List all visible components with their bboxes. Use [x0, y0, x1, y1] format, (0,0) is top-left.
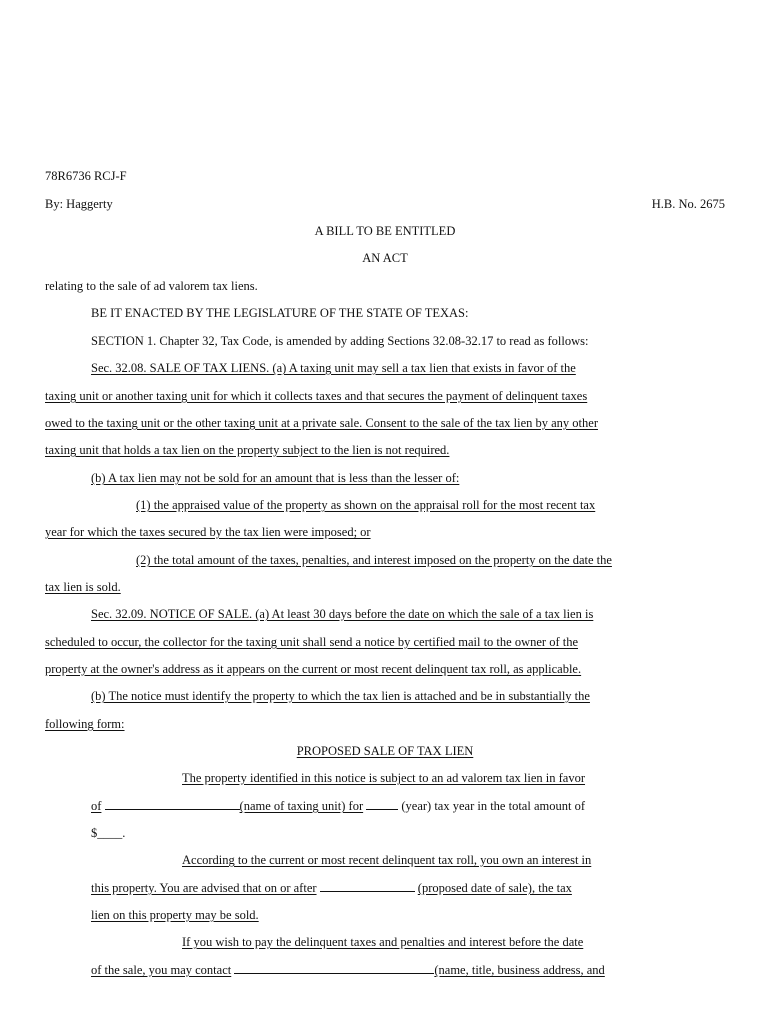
- form-line: [91, 961, 770, 978]
- text-line: Sec. 32.08. SALE OF TAX LIENS. (a) A taxing unit may sell a tax lien that exists in favor of the: [91, 361, 576, 375]
- act-title: AN ACT: [362, 251, 408, 265]
- author-line: [45, 196, 725, 212]
- form-text: of the sale, you may contact: [91, 963, 232, 977]
- text-line: taxing unit that holds a tax lien on the property subject to the lien is not required.: [45, 443, 450, 457]
- taxing-unit-blank: [105, 797, 240, 810]
- form-line: If you wish to pay the delinquent taxes and penalties and interest before the date: [182, 935, 584, 949]
- text-line: (2) the total amount of the taxes, penalties, and interest imposed on the property on the date the: [136, 553, 612, 567]
- text-line: (1) the appraised value of the property as shown on the appraisal roll for the most recent tax: [136, 498, 596, 512]
- bill-number: H.B. No. 2675: [651, 197, 725, 211]
- text-line: tax lien is sold.: [45, 580, 121, 594]
- form-text: (proposed date of sale), the tax: [417, 881, 572, 895]
- form-line: [91, 797, 770, 814]
- form-line: lien on this property may be sold.: [91, 908, 259, 922]
- text-line: Sec. 32.09. NOTICE OF SALE. (a) At least 30 days before the date on which the sale of a tax lien is: [91, 607, 594, 621]
- form-line: According to the current or most recent delinquent tax roll, you own an interest in: [182, 853, 592, 867]
- sale-date-blank: [320, 879, 415, 892]
- form-line: The property identified in this notice is subject to an ad valorem tax lien in favor: [182, 771, 586, 785]
- bill-caption: relating to the sale of ad valorem tax liens.: [45, 279, 258, 293]
- bill-title: A BILL TO BE ENTITLED: [314, 224, 456, 238]
- form-text: of: [91, 799, 102, 813]
- text-line: following form:: [45, 717, 125, 731]
- text-line: (b) The notice must identify the property to which the tax lien is attached and be in substantially the: [91, 689, 590, 703]
- text-line: property at the owner's address as it appears on the current or most recent delinquent tax roll, as applicable.: [45, 662, 582, 676]
- form-text: this property. You are advised that on or after: [91, 881, 317, 895]
- section-1: SECTION 1. Chapter 32, Tax Code, is amended by adding Sections 32.08-32.17 to read as follows:: [91, 334, 589, 348]
- text-line: (b) A tax lien may not be sold for an amount that is less than the lesser of:: [91, 471, 460, 485]
- form-line: $____.: [91, 826, 126, 840]
- document-code: 78R6736 RCJ-F: [45, 169, 127, 183]
- year-blank: [366, 797, 398, 810]
- form-text: (name of taxing unit) for: [239, 799, 364, 813]
- enacting-clause: BE IT ENACTED BY THE LEGISLATURE OF THE STATE OF TEXAS:: [91, 306, 469, 320]
- form-line: [91, 879, 770, 896]
- bill-author: By: Haggerty: [45, 197, 113, 211]
- form-text: (year) tax year in the total amount of: [401, 799, 585, 813]
- text-line: taxing unit or another taxing unit for which it collects taxes and that secures the payment of delinquent taxes: [45, 389, 588, 403]
- contact-blank: [234, 961, 434, 974]
- text-line: year for which the taxes secured by the tax lien were imposed; or: [45, 525, 371, 539]
- text-line: owed to the taxing unit or the other taxing unit at a private sale. Consent to the sale of the tax lien by any other: [45, 416, 598, 430]
- form-title: PROPOSED SALE OF TAX LIEN: [296, 744, 474, 758]
- form-text: (name, title, business address, and: [434, 963, 605, 977]
- text-line: scheduled to occur, the collector for the taxing unit shall send a notice by certified mail to the owner of the: [45, 635, 579, 649]
